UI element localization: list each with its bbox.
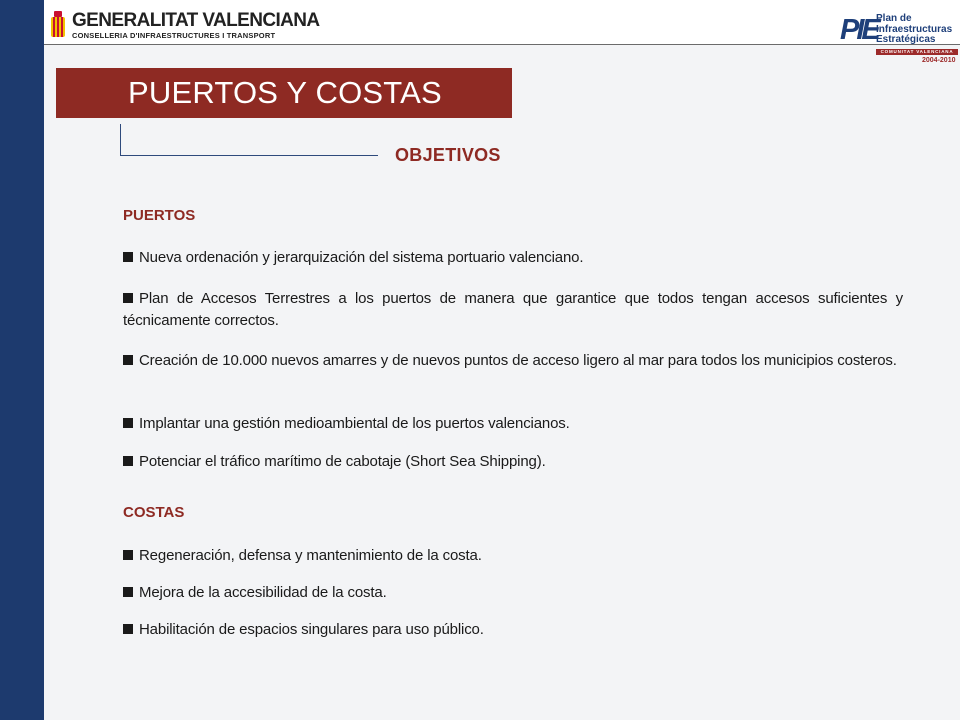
pie-line-2: Infraestructuras [876,23,953,35]
list-item: Implantar una gestión medioambiental de los puertos valencianos. [123,413,903,435]
list-item: Mejora de la accesibilidad de la costa. [123,582,903,604]
square-bullet-icon [123,550,133,560]
list-item: Potenciar el tráfico marítimo de cabotaje (Short Sea Shipping). [123,451,903,473]
pie-years: 2004-2010 [922,57,956,64]
square-bullet-icon [123,456,133,466]
bracket-vertical-line [120,124,121,156]
square-bullet-icon [123,624,133,634]
generalitat-logo [50,8,320,42]
slide-title: PUERTOS Y COSTAS [128,75,442,110]
pie-region-band: COMUNITAT VALENCIANA [876,49,958,55]
pie-logo [838,14,960,66]
square-bullet-icon [123,293,133,303]
heading-costas: COSTAS [123,504,185,521]
square-bullet-icon [123,587,133,597]
square-bullet-icon [123,418,133,428]
list-item: Creación de 10.000 nuevos amarres y de nuevos puntos de acceso ligero al mar para todos los municipios costeros. [123,350,903,372]
pie-line-1: Plan de [876,13,912,24]
pie-mark: PIE [840,14,878,46]
header-divider [44,44,960,45]
generalitat-title: GENERALITAT VALENCIANA [72,9,320,31]
title-banner [56,68,512,118]
list-item: Nueva ordenación y jerarquización del sistema portuario valenciano. [123,247,903,269]
left-accent-bar [0,0,44,720]
conselleria-subtitle: CONSELLERIA D'INFRAESTRUCTURES I TRANSPORT [72,30,276,40]
section-subtitle: OBJETIVOS [395,145,501,165]
square-bullet-icon [123,355,133,365]
square-bullet-icon [123,252,133,262]
list-item: Plan de Accesos Terrestres a los puertos de manera que garantice que todos tengan accesos suficientes y técnicamente correctos. [123,290,903,329]
bracket-horizontal-line [120,155,378,156]
list-item: Habilitación de espacios singulares para uso público. [123,619,903,641]
pie-line-3: Estratégicas [876,34,936,45]
heading-puertos: PUERTOS [123,207,196,224]
list-item: Regeneración, defensa y mantenimiento de la costa. [123,545,903,567]
coat-of-arms-icon [50,11,66,39]
